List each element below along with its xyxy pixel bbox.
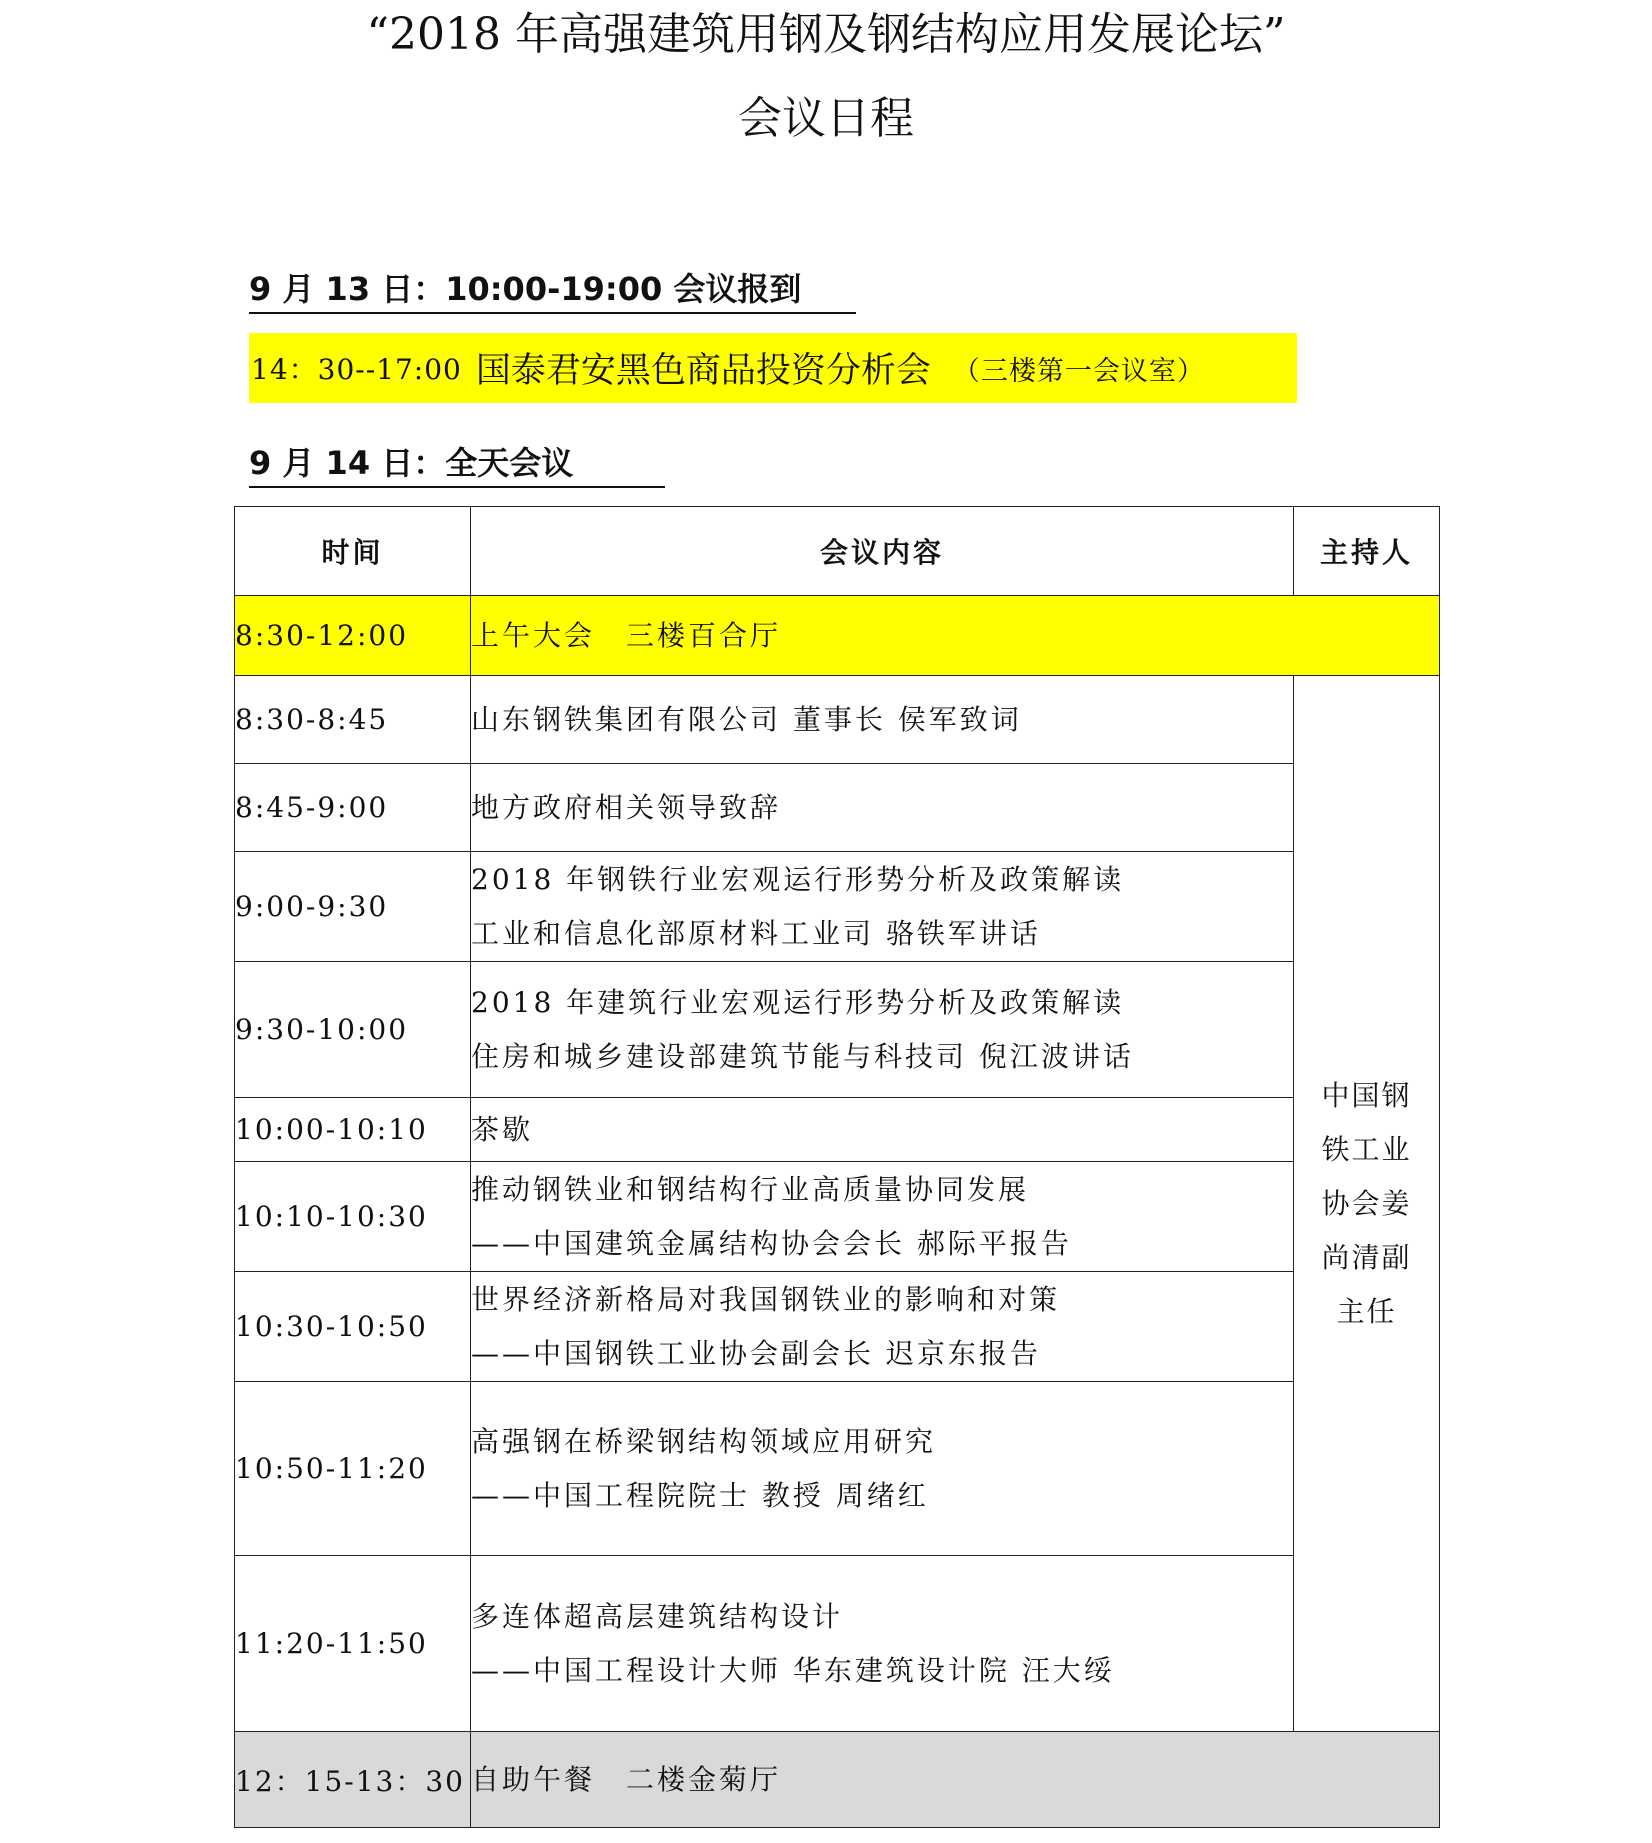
row-content-line: 推动钢铁业和钢结构行业高质量协同发展	[471, 1172, 1030, 1206]
table-row	[235, 1162, 1440, 1272]
row-content-line: 茶歇	[471, 1112, 534, 1146]
row-content-line: 2018 年建筑行业宏观运行形势分析及政策解读	[471, 985, 1125, 1019]
day2-heading: 9 月 14 日：全天会议	[249, 442, 665, 488]
table-row	[235, 962, 1440, 1098]
morning-session-row	[235, 596, 1440, 676]
highlight-event-title: 国泰君安黑色商品投资分析会	[475, 351, 931, 391]
row-content	[471, 1382, 1294, 1556]
row-time: 9:00-9:30	[235, 852, 471, 962]
row-content-line: 世界经济新格局对我国钢铁业的影响和对策	[471, 1282, 1061, 1316]
morning-session-content: 上午大会 三楼百合厅	[471, 596, 1440, 676]
row-content-line: 工业和信息化部原材料工业司 骆铁军讲话	[471, 916, 1041, 950]
table-row	[235, 1098, 1440, 1162]
row-time: 10:50-11:20	[235, 1382, 471, 1556]
table-row	[235, 764, 1440, 852]
day1-highlight-event	[249, 333, 1297, 403]
document-title: “2018 年高强建筑用钢及钢结构应用发展论坛”	[366, 9, 1286, 60]
row-content-line: 住房和城乡建设部建筑节能与科技司 倪江波讲话	[471, 1039, 1134, 1073]
table-row	[235, 1556, 1440, 1732]
row-time: 10:10-10:30	[235, 1162, 471, 1272]
row-content-line: ——中国建筑金属结构协会会长 郝际平报告	[471, 1226, 1072, 1260]
row-content-line: 山东钢铁集团有限公司 董事长 侯军致词	[471, 702, 1022, 736]
header-content: 会议内容	[471, 507, 1294, 596]
row-content-line: 多连体超高层建筑结构设计	[471, 1599, 844, 1633]
schedule-table	[234, 506, 1440, 1828]
row-content-line: ——中国工程设计大师 华东建筑设计院 汪大绥	[471, 1653, 1115, 1687]
row-time: 10:00-10:10	[235, 1098, 471, 1162]
document-subtitle: 会议日程	[738, 93, 914, 144]
row-content-line: 地方政府相关领导致辞	[471, 790, 782, 824]
table-header-row	[235, 507, 1440, 596]
row-time: 8:45-9:00	[235, 764, 471, 852]
row-content	[471, 676, 1294, 764]
row-content	[471, 1272, 1294, 1382]
row-content	[471, 1098, 1294, 1162]
row-content	[471, 1162, 1294, 1272]
row-time: 8:30-8:45	[235, 676, 471, 764]
row-content	[471, 852, 1294, 962]
row-time: 11:20-11:50	[235, 1556, 471, 1732]
header-host: 主持人	[1294, 507, 1440, 596]
row-time: 9:30-10:00	[235, 962, 471, 1098]
row-content	[471, 1556, 1294, 1732]
lunch-row	[235, 1732, 1440, 1828]
host-name: 中国钢铁工业协会姜尚清副主任	[1321, 1078, 1412, 1328]
highlight-time: 14：30--17:00	[251, 353, 462, 386]
row-content-line: ——中国工程院院士 教授 周绪红	[471, 1478, 929, 1512]
host-cell	[1294, 676, 1440, 1732]
day1-heading: 9 月 13 日：10:00-19:00 会议报到	[249, 268, 856, 314]
table-row	[235, 676, 1440, 764]
highlight-room: （三楼第一会议室）	[952, 355, 1205, 387]
row-time: 10:30-10:50	[235, 1272, 471, 1382]
table-row	[235, 1382, 1440, 1556]
row-content	[471, 764, 1294, 852]
table-row	[235, 1272, 1440, 1382]
table-row	[235, 852, 1440, 962]
row-content	[471, 962, 1294, 1098]
lunch-content: 自助午餐 二楼金菊厅	[471, 1732, 1440, 1828]
morning-session-time: 8:30-12:00	[235, 596, 471, 676]
row-content-line: 2018 年钢铁行业宏观运行形势分析及政策解读	[471, 862, 1125, 896]
header-time: 时间	[235, 507, 471, 596]
lunch-time: 12：15-13：30	[235, 1732, 471, 1828]
row-content-line: 高强钢在桥梁钢结构领域应用研究	[471, 1424, 937, 1458]
row-content-line: ——中国钢铁工业协会副会长 迟京东报告	[471, 1336, 1041, 1370]
